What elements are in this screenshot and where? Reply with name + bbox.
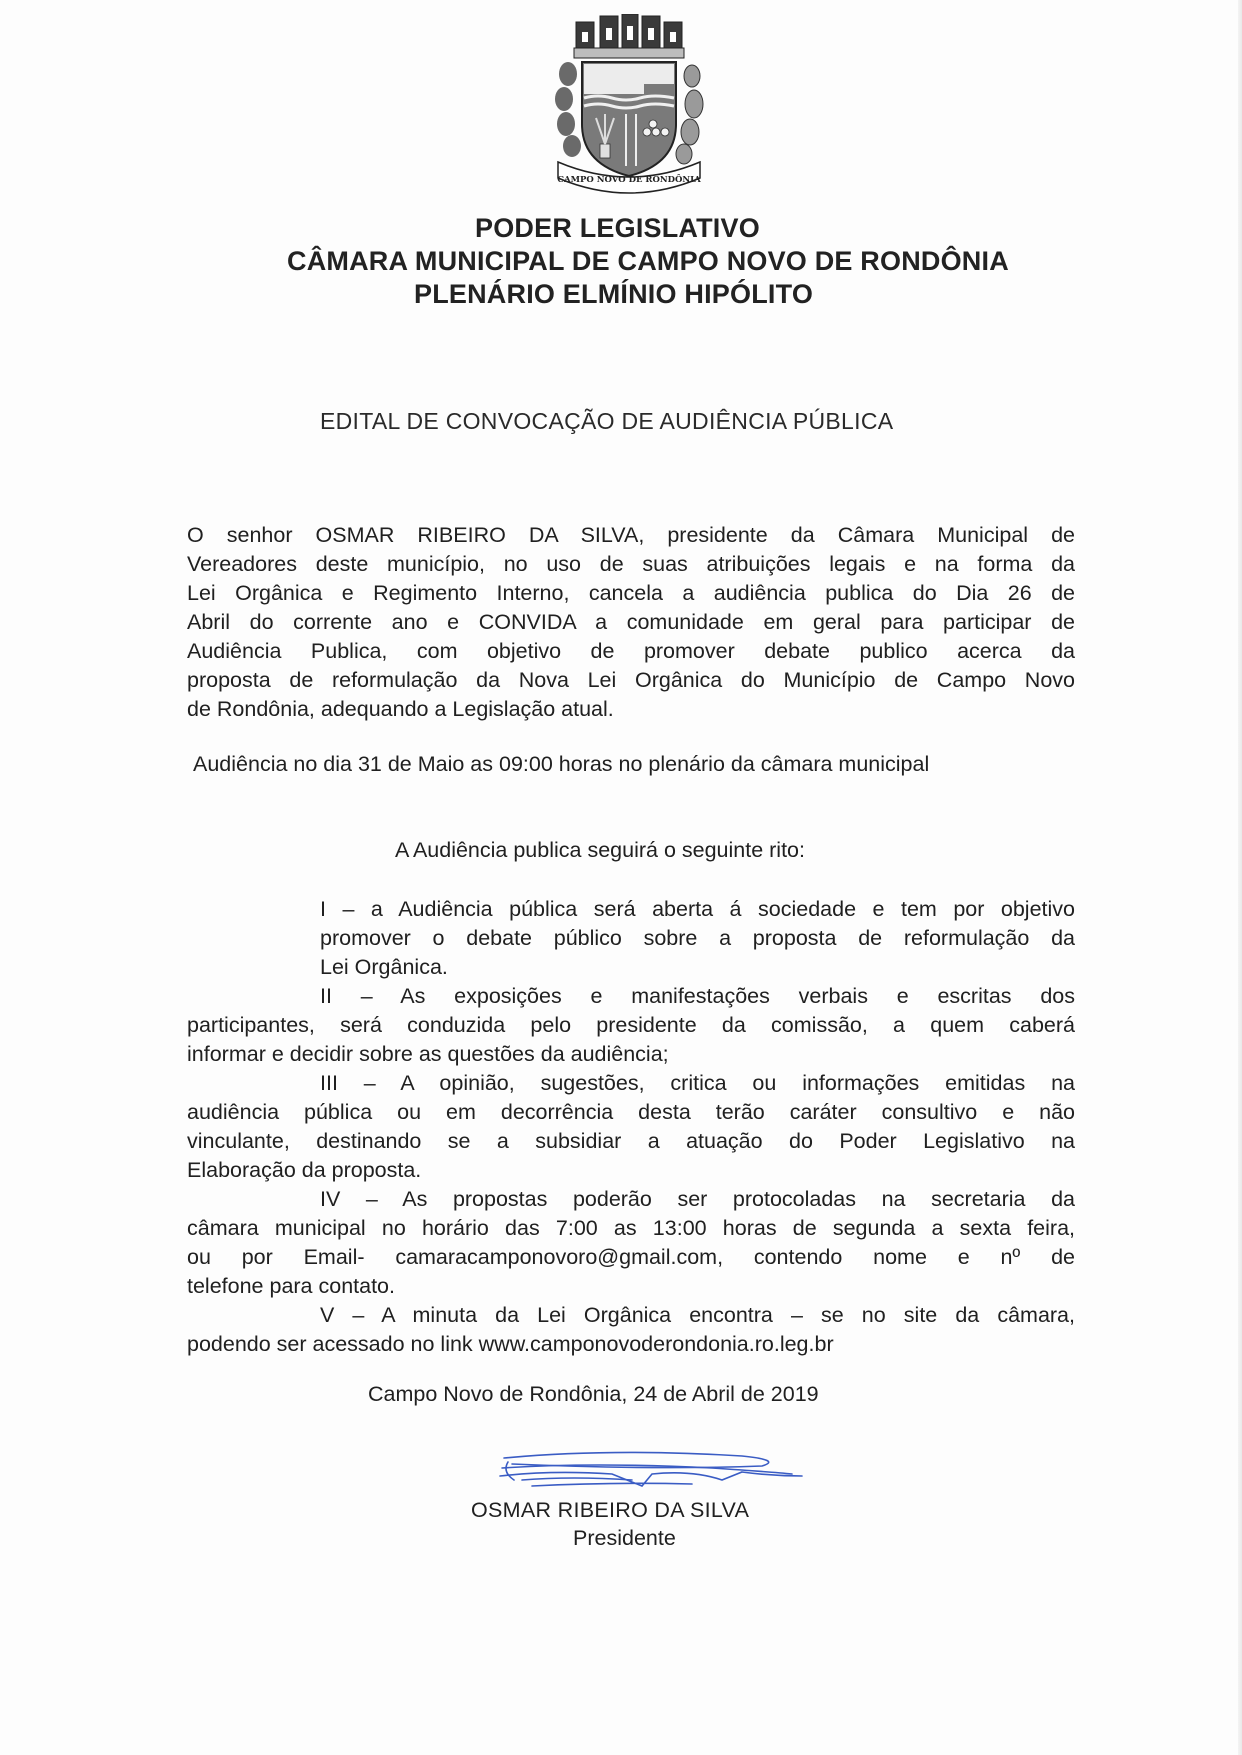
rite-item-IV-line: ou por Email- camaracamponovoro@gmail.com, contendo nome e nº de xyxy=(187,1245,1075,1269)
document-title: EDITAL DE CONVOCAÇÃO DE AUDIÊNCIA PÚBLICA xyxy=(320,408,894,434)
rite-item-III-line: III – A opinião, sugestões, critica ou informações emitidas na xyxy=(320,1071,1075,1095)
intro-line: Vereadores deste município, no uso de suas atribuições legais e na forma da xyxy=(187,552,1075,576)
intro-line: de Rondônia, adequando a Legislação atual. xyxy=(187,697,614,721)
crest-motto: CAMPO NOVO DE RONDÔNIA xyxy=(557,175,701,185)
scan-page-edge xyxy=(1238,0,1242,1755)
rite-items xyxy=(187,895,1075,1359)
letterhead-line-1: PODER LEGISLATIVO xyxy=(475,213,760,243)
intro-line: Abril do corrente ano e CONVIDA a comunidade em geral para participar de xyxy=(187,610,1075,634)
schedule-line: Audiência no dia 31 de Maio as 09:00 horas no plenário da câmara municipal xyxy=(193,752,930,776)
rite-item-IV-line: IV – As propostas poderão ser protocoladas na secretaria da xyxy=(320,1187,1075,1211)
signatory-name: OSMAR RIBEIRO DA SILVA xyxy=(471,1498,750,1522)
rite-item-III-line: Elaboração da proposta. xyxy=(187,1158,422,1182)
intro-line: proposta de reformulação da Nova Lei Orgânica do Município de Campo Novo xyxy=(187,668,1075,692)
municipal-coat-of-arms-icon xyxy=(548,14,710,194)
rite-item-II-line: participantes, será conduzida pelo presidente da comissão, a quem caberá xyxy=(187,1013,1075,1037)
rite-item-V-line: V – A minuta da Lei Orgânica encontra – se no site da câmara, xyxy=(320,1303,1075,1327)
rite-intro: A Audiência publica seguirá o seguinte rito: xyxy=(395,838,805,862)
rite-item-V-line: podendo ser acessado no link www.camponovoderondonia.ro.leg.br xyxy=(187,1332,834,1356)
place-and-date: Campo Novo de Rondônia, 24 de Abril de 2019 xyxy=(368,1382,819,1406)
handwritten-signature-icon xyxy=(492,1446,812,1496)
letterhead-line-3: PLENÁRIO ELMÍNIO HIPÓLITO xyxy=(414,279,814,309)
intro-line: Lei Orgânica e Regimento Interno, cancela a audiência publica do Dia 26 de xyxy=(187,581,1075,605)
rite-item-III-line: audiência pública ou em decorrência desta terão caráter consultivo e não xyxy=(187,1100,1075,1124)
rite-item-I-line: promover o debate público sobre a proposta de reformulação da xyxy=(320,926,1075,950)
rite-item-IV-line: telefone para contato. xyxy=(187,1274,395,1298)
intro-line: O senhor OSMAR RIBEIRO DA SILVA, presidente da Câmara Municipal de xyxy=(187,523,1075,547)
rite-item-I-line: I – a Audiência pública será aberta á sociedade e tem por objetivo xyxy=(320,897,1075,921)
intro-line: Audiência Publica, com objetivo de promover debate publico acerca da xyxy=(187,639,1075,663)
letterhead-line-2: CÂMARA MUNICIPAL DE CAMPO NOVO DE RONDÔNIA xyxy=(287,246,1009,276)
rite-item-IV-line: câmara municipal no horário das 7:00 as 13:00 horas de segunda a sexta feira, xyxy=(187,1216,1075,1240)
rite-item-II-line: II – As exposições e manifestações verbais e escritas dos xyxy=(320,984,1075,1008)
rite-item-I-line: Lei Orgânica. xyxy=(320,955,448,979)
signatory-role: Presidente xyxy=(573,1526,676,1550)
rite-item-II-line: informar e decidir sobre as questões da audiência; xyxy=(187,1042,669,1066)
intro-paragraph xyxy=(187,521,1075,724)
rite-item-III-line: vinculante, destinando se a subsidiar a atuação do Poder Legislativo na xyxy=(187,1129,1075,1153)
